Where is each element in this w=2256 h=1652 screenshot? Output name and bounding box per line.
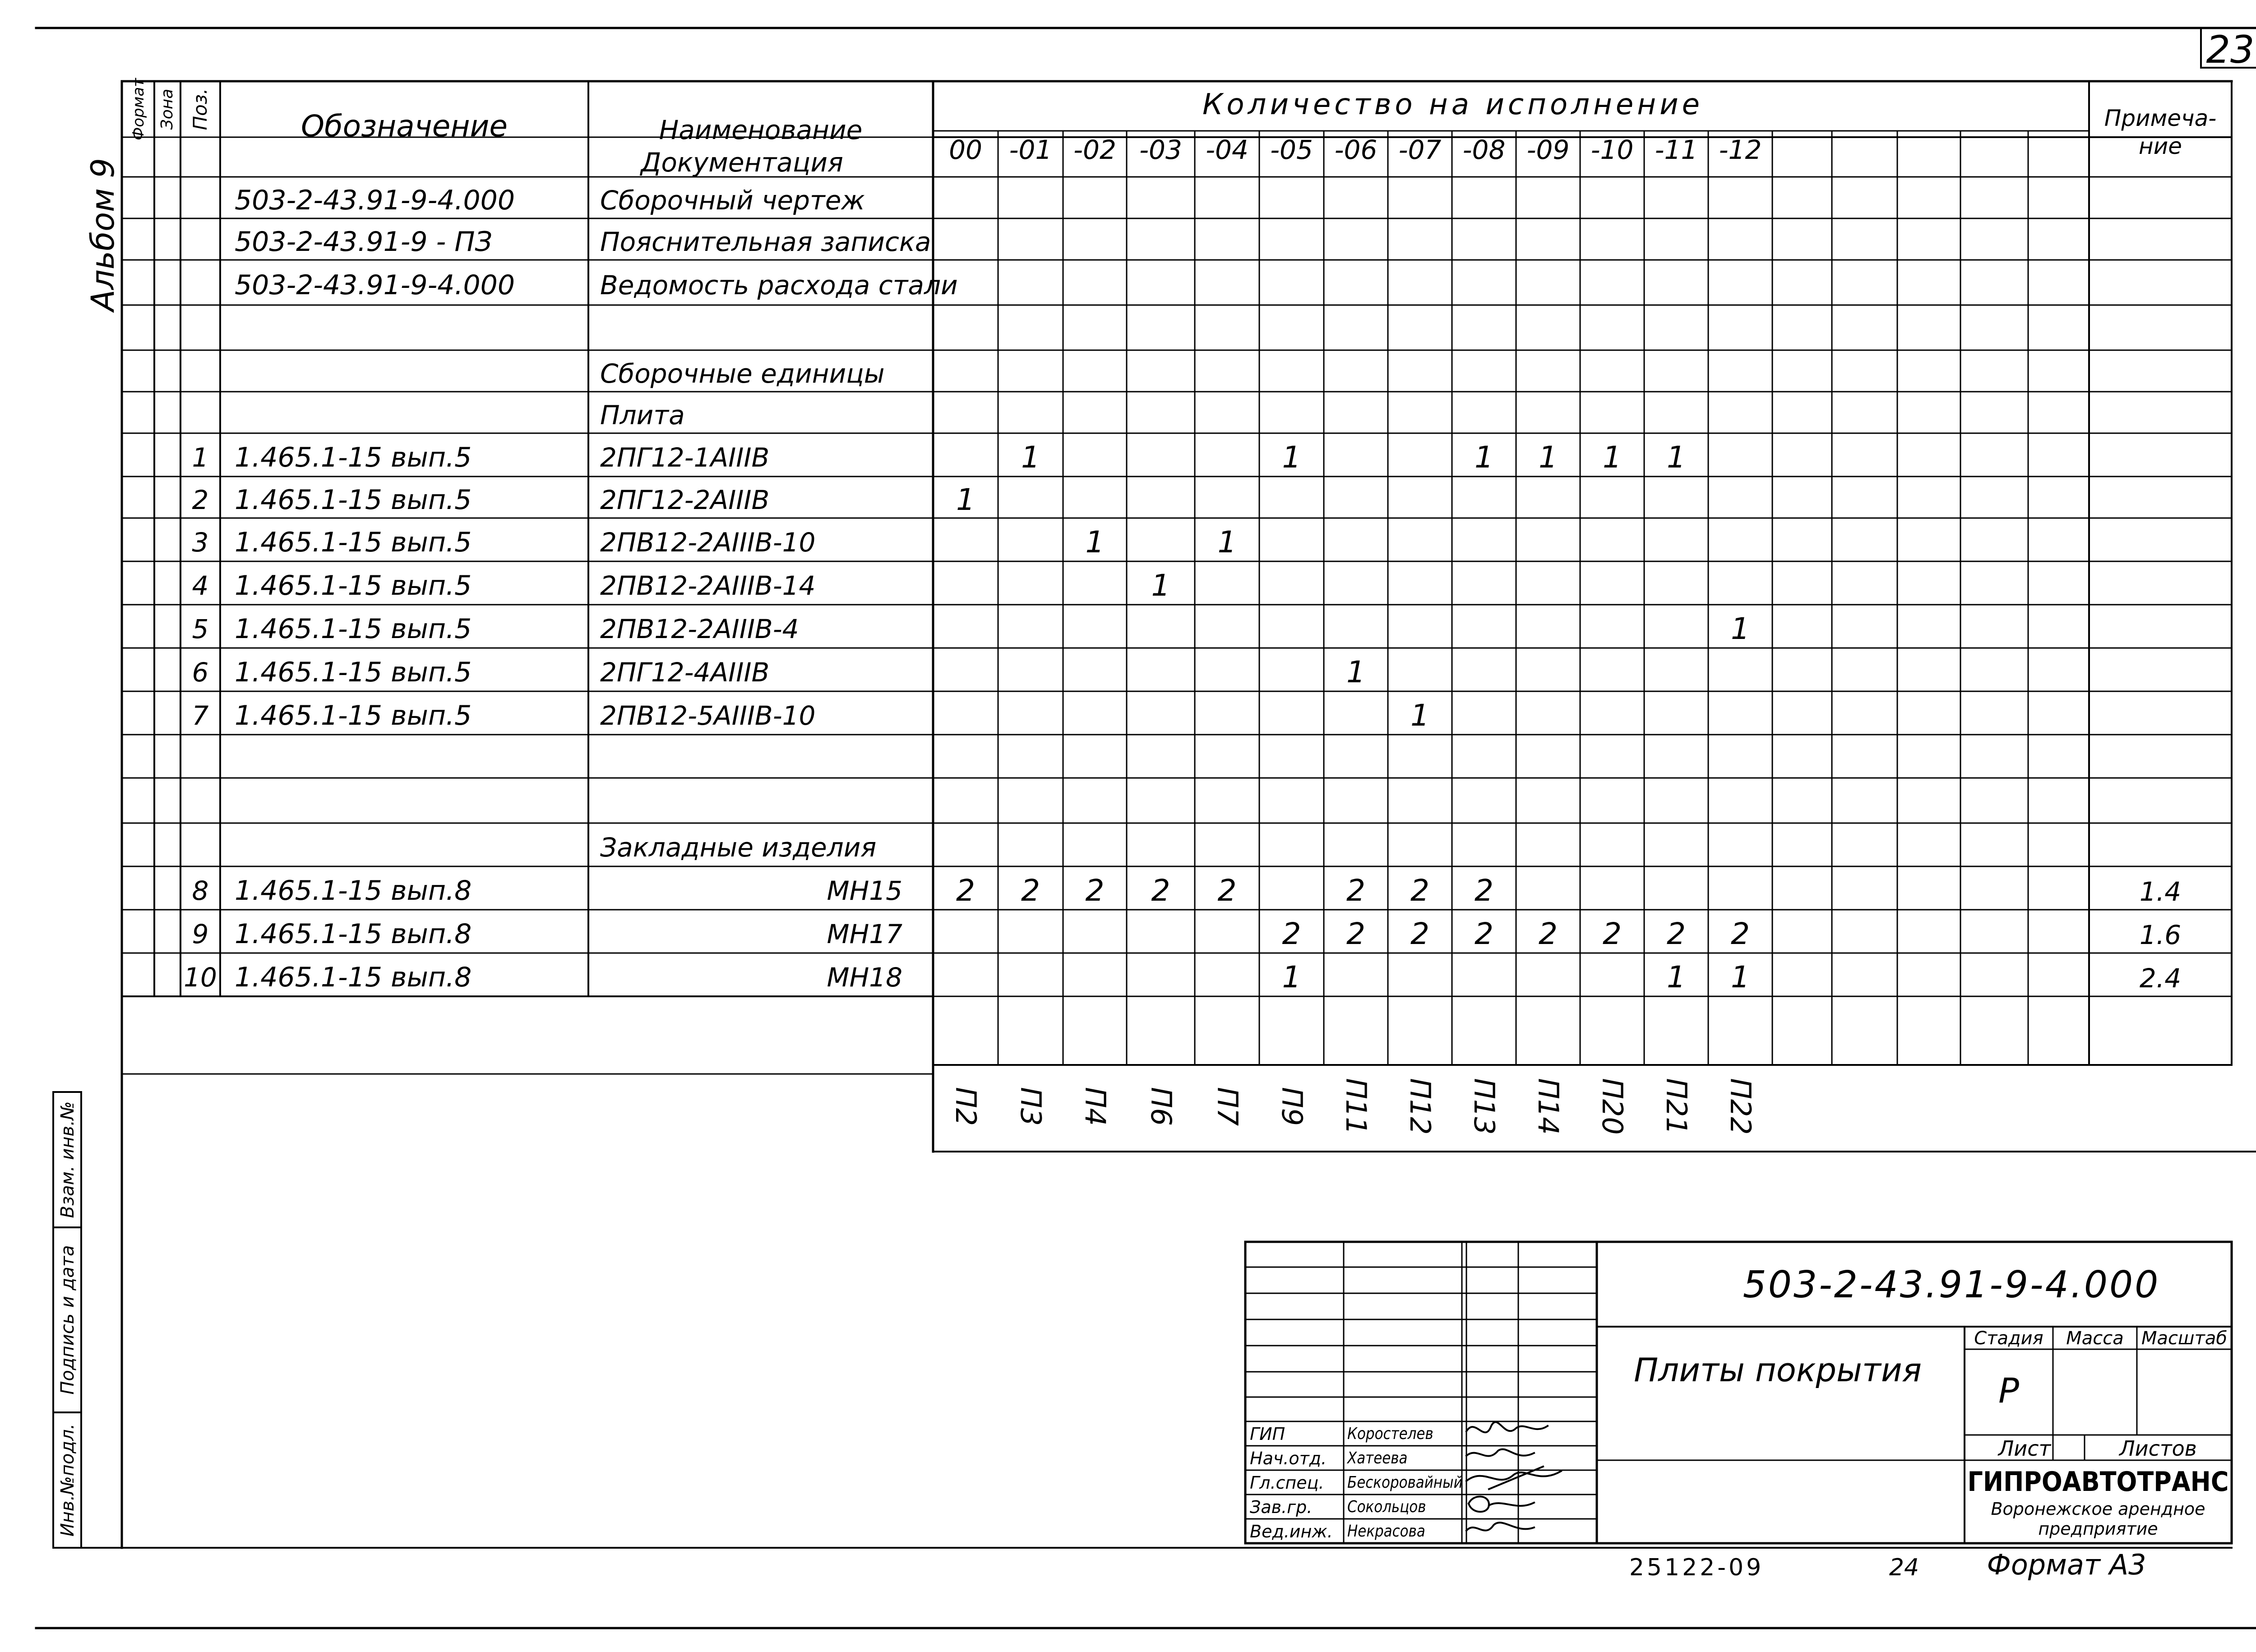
stage-value: Р [1998, 1370, 2019, 1411]
quantity-header: Количество на исполнение [1202, 88, 1704, 121]
variant-header: -05 [1270, 134, 1313, 165]
signature-khateeva [1466, 1449, 1534, 1456]
stage-label: Стадия [1974, 1328, 2043, 1349]
quantity-cell: 1 [1475, 440, 1493, 475]
note-header-line2: ние [2139, 133, 2182, 159]
quantity-cell: 2 [1151, 873, 1170, 908]
quantity-cell: 2 [956, 873, 975, 908]
quantity-cell: 1 [1217, 525, 1237, 560]
staff-name: Бескоровайный [1347, 1473, 1463, 1492]
note-cell: 2.4 [2139, 963, 2182, 994]
album-label: Альбом 9 [84, 158, 121, 311]
document-code: 503-2-43.91-9-4.000 [1743, 1263, 2160, 1306]
plate-code: П11 [1340, 1078, 1373, 1135]
designation-cell: 1.465.1-15 вып.5 [235, 700, 472, 731]
pos-cell: 9 [192, 919, 209, 949]
variant-header: -07 [1398, 134, 1442, 165]
section-title: Плита [600, 400, 685, 430]
note-cell: 1.6 [2139, 920, 2182, 950]
quantity-cell: 2 [1410, 916, 1429, 951]
variant-header: -09 [1526, 134, 1570, 165]
name-cell: 2ПГ12-1АIIIВ [600, 442, 770, 473]
pos-cell: 6 [192, 657, 209, 688]
plate-code: П7 [1211, 1087, 1244, 1126]
designation-cell: 1.465.1-15 вып.8 [235, 962, 472, 993]
plate-code: П14 [1532, 1078, 1565, 1135]
name-cell: МН15 [827, 875, 902, 906]
staff-role: Зав.гр. [1250, 1497, 1313, 1517]
mass-label: Масса [2066, 1328, 2124, 1349]
pos-cell: 8 [192, 875, 209, 906]
quantity-cell: 2 [1021, 873, 1040, 908]
staff-role: Нач.отд. [1250, 1448, 1327, 1468]
staff-name: Некрасова [1347, 1522, 1425, 1541]
sheet-label: Лист [1998, 1436, 2051, 1461]
variant-header: -04 [1206, 134, 1248, 165]
name-cell: 2ПГ12-2АIIIВ [600, 485, 770, 515]
designation-cell: 503-2-43.91-9 - ПЗ [235, 226, 492, 258]
quantity-cell: 2 [1603, 916, 1622, 951]
pos-cell: 4 [192, 570, 209, 601]
plate-code: П3 [1014, 1087, 1047, 1126]
plate-code: П6 [1144, 1087, 1178, 1126]
name-cell: МН17 [827, 919, 902, 949]
pos-cell: 10 [184, 962, 217, 993]
plate-code: П9 [1275, 1087, 1308, 1126]
quantity-cell: 1 [1603, 440, 1622, 475]
archive-number: 25122-09 [1629, 1554, 1764, 1581]
section-title: Сборочный чертеж [600, 185, 865, 216]
quantity-cell: 2 [1085, 873, 1105, 908]
staff-name: Хатеева [1347, 1449, 1408, 1467]
signature-date-label: Подпись и дата [57, 1245, 78, 1395]
name-cell: 2ПВ12-2АIIIВ-4 [600, 614, 799, 644]
quantity-cell: 1 [1021, 440, 1040, 475]
designation-cell: 1.465.1-15 вып.8 [235, 918, 472, 950]
pos-cell: 3 [192, 527, 209, 558]
quantity-cell: 1 [1731, 611, 1750, 646]
variant-header: -12 [1719, 134, 1762, 165]
note-header-line1: Примеча- [2104, 105, 2217, 131]
designation-cell: 1.465.1-15 вып.5 [235, 527, 472, 558]
variant-header: -01 [1009, 134, 1052, 165]
quantity-cell: 1 [1282, 960, 1301, 995]
designation-cell: 503-2-43.91-9-4.000 [235, 269, 515, 301]
pos-cell: 1 [192, 442, 209, 473]
org-subtitle-2: предприятие [2038, 1519, 2158, 1539]
signature-korostelev [1466, 1422, 1548, 1432]
section-title: Сборочные единицы [600, 358, 885, 389]
scale-label: Масштаб [2141, 1328, 2228, 1349]
name-cell: 2ПВ12-2АIIIВ-14 [600, 570, 816, 601]
designation-cell: 1.465.1-15 вып.5 [235, 570, 472, 602]
designation-header: Обозначение [301, 109, 508, 143]
plate-code: П21 [1660, 1078, 1693, 1135]
format-label: Формат А3 [1987, 1548, 2146, 1581]
quantity-cell: 1 [956, 482, 975, 517]
variant-header: -02 [1073, 134, 1116, 165]
note-cell: 1.4 [2139, 876, 2182, 907]
signature-nekrasova [1466, 1522, 1534, 1531]
org-name: ГИПРОАВТОТРАНС [1967, 1466, 2229, 1498]
staff-role: Гл.спец. [1250, 1473, 1324, 1493]
designation-cell: 1.465.1-15 вып.5 [235, 484, 472, 516]
quantity-cell: 2 [1539, 916, 1558, 951]
vzam-inv-label: Взам. инв.№ [57, 1101, 78, 1218]
variant-header: -06 [1334, 134, 1378, 165]
pos-cell: 7 [192, 700, 209, 731]
staff-name: Коростелев [1347, 1425, 1433, 1443]
quantity-cell: 2 [1282, 916, 1301, 951]
plate-code: П12 [1404, 1078, 1437, 1135]
format-header: Формат [129, 78, 148, 140]
variant-header: 00 [949, 134, 982, 165]
zone-header: Зона [158, 88, 176, 130]
designation-cell: 503-2-43.91-9-4.000 [235, 185, 515, 216]
sheets-label: Листов [2119, 1436, 2197, 1461]
designation-cell: 1.465.1-15 вып.5 [235, 442, 472, 473]
quantity-cell: 1 [1410, 698, 1429, 733]
designation-cell: 1.465.1-15 вып.5 [235, 657, 472, 688]
variant-header: -08 [1462, 134, 1506, 165]
quantity-cell: 1 [1085, 525, 1105, 560]
quantity-cell: 1 [1667, 440, 1686, 475]
quantity-cell: 1 [1151, 568, 1170, 603]
section-title: Закладные изделия [600, 832, 877, 863]
quantity-cell: 1 [1731, 960, 1750, 995]
section-title: Пояснительная записка [600, 227, 931, 257]
variant-header: -03 [1139, 134, 1182, 165]
quantity-cell: 2 [1667, 916, 1686, 951]
name-cell: 2ПВ12-5АIIIВ-10 [600, 700, 816, 731]
designation-cell: 1.465.1-15 вып.8 [235, 875, 472, 907]
variant-header: -10 [1590, 134, 1634, 165]
name-cell: МН18 [827, 962, 902, 993]
signature-sokoltsov [1469, 1496, 1534, 1512]
quantity-cell: 2 [1731, 916, 1750, 951]
staff-name: Сокольцов [1347, 1498, 1426, 1516]
name-header: Наименование [659, 115, 863, 145]
variant-header: -11 [1655, 134, 1698, 165]
plate-code: П13 [1468, 1078, 1501, 1135]
quantity-cell: 1 [1667, 960, 1686, 995]
quantity-cell: 2 [1410, 873, 1429, 908]
plate-code: П4 [1078, 1087, 1112, 1126]
quantity-cell: 1 [1346, 655, 1365, 689]
page-number: 24 [1889, 1554, 1919, 1581]
pos-header: Поз. [189, 88, 211, 130]
quantity-cell: 2 [1217, 873, 1237, 908]
document-title: Плиты покрытия [1634, 1351, 1922, 1389]
org-subtitle-1: Воронежское арендное [1991, 1499, 2205, 1519]
inv-podl-label: Инв.№подл. [57, 1423, 78, 1537]
quantity-cell: 2 [1346, 873, 1365, 908]
designation-cell: 1.465.1-15 вып.5 [235, 613, 472, 645]
pos-cell: 2 [192, 485, 209, 515]
quantity-cell: 1 [1282, 440, 1301, 475]
quantity-cell: 1 [1539, 440, 1558, 475]
pos-cell: 5 [192, 614, 209, 644]
quantity-cell: 2 [1475, 873, 1493, 908]
staff-role: Вед.инж. [1250, 1522, 1333, 1541]
plate-code: П20 [1596, 1078, 1629, 1135]
section-title: Документация [641, 147, 843, 178]
quantity-cell: 2 [1475, 916, 1493, 951]
staff-role: ГИП [1250, 1424, 1285, 1444]
quantity-cell: 2 [1346, 916, 1365, 951]
plate-code: П22 [1724, 1078, 1757, 1135]
sheet-number: 23 [2206, 28, 2255, 72]
name-cell: 2ПВ12-2АIIIВ-10 [600, 527, 816, 558]
section-title: Ведомость расхода стали [600, 270, 958, 301]
plate-code: П2 [949, 1087, 982, 1126]
name-cell: 2ПГ12-4АIIIВ [600, 657, 770, 688]
